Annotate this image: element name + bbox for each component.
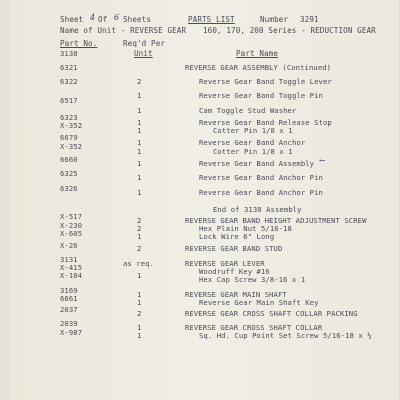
part-number: 3138: [60, 49, 78, 58]
part-number: 3131: [60, 255, 78, 264]
quantity: 2: [137, 309, 142, 318]
part-number: X-352: [60, 121, 83, 130]
quantity: 1: [137, 290, 142, 299]
part-number: 2039: [60, 319, 78, 328]
sheet-label: Sheet: [60, 15, 84, 24]
part-number: X-605: [60, 229, 83, 238]
col-reqd-line1: Req'd Per: [123, 39, 166, 48]
part-name: Woodruff Key #16: [199, 267, 270, 276]
unit-name: Name of Unit - REVERSE GEAR: [60, 26, 187, 35]
part-name: Reverse Gear Main Shaft Key: [199, 298, 319, 307]
part-name: Reverse Gear Band Assembly: [199, 159, 315, 168]
quantity: 1: [137, 106, 142, 115]
part-number: 6679: [60, 133, 78, 142]
part-number: 6661: [60, 294, 78, 303]
part-name: Reverse Gear Band Toggle Lever: [199, 77, 332, 86]
part-name: Hex Cap Screw 3/8-16 x 1: [199, 275, 306, 284]
part-name: REVERSE GEAR BAND STUD: [185, 244, 283, 253]
col-reqd-line2: Unit: [134, 49, 153, 58]
part-name: Reverse Gear Band Toggle Pin: [199, 91, 323, 100]
part-number: X-352: [60, 142, 83, 151]
part-number: 6322: [60, 77, 78, 86]
part-number: X-26: [60, 241, 78, 250]
quantity: as req.: [123, 259, 154, 268]
quantity: 1: [137, 331, 142, 340]
unit-detail: 160, 170, 200 Series - REDUCTION GEAR: [203, 26, 376, 35]
quantity: 1: [137, 188, 142, 197]
part-number: X-230: [60, 221, 83, 230]
part-name: REVERSE GEAR MAIN SHAFT: [185, 290, 287, 299]
part-name: Reverse Gear Band Release Stop: [199, 118, 332, 127]
col-part-name: Part Name: [236, 49, 279, 58]
sheet-total: 6: [114, 13, 120, 22]
section-end-note: End of 3138 Assembly: [213, 205, 302, 214]
quantity: 2: [137, 77, 142, 86]
quantity: 1: [137, 159, 142, 168]
quantity: 1: [137, 323, 142, 332]
part-name: REVERSE GEAR CROSS SHAFT COLLAR PACKING: [185, 309, 358, 318]
quantity: 1: [137, 126, 142, 135]
part-name: REVERSE GEAR BAND HEIGHT ADJUSTMENT SCREW: [185, 216, 367, 225]
part-name: Reverse Gear Band Anchor Pin: [199, 188, 323, 197]
part-number: X-415: [60, 263, 83, 272]
part-name: Sq. Hd. Cup Point Set Screw 5/16-18 x ½: [199, 331, 372, 340]
part-number: 6660: [60, 155, 78, 164]
parts-list-page: [10, 0, 398, 400]
quantity: 1: [137, 298, 142, 307]
part-number: X-104: [60, 271, 83, 280]
part-number: X-517: [60, 212, 83, 221]
part-number: 6517: [60, 96, 78, 105]
quantity: 1: [137, 138, 142, 147]
part-name: REVERSE GEAR ASSEMBLY (Continued): [185, 63, 332, 72]
part-name: Cotter Pin 1/8 x 1: [213, 126, 293, 135]
quantity: 1: [137, 232, 142, 241]
quantity: 1: [137, 91, 142, 100]
document-title: PARTS LIST: [188, 15, 235, 24]
quantity: 1: [137, 271, 142, 280]
quantity: 2: [137, 224, 142, 233]
quantity: 2: [137, 244, 142, 253]
sheets-label: Sheets: [123, 15, 152, 24]
part-number: 3169: [60, 286, 78, 295]
part-number: 2037: [60, 305, 78, 314]
part-name: REVERSE GEAR CROSS SHAFT COLLAR: [185, 323, 323, 332]
part-number: 6321: [60, 63, 78, 72]
part-name: Reverse Gear Band Anchor: [199, 138, 306, 147]
quantity: 1: [137, 147, 142, 156]
part-name: Reverse Gear Band Anchor Pin: [199, 173, 323, 182]
document-number: 3291: [300, 15, 319, 24]
check-mark-icon: ←: [319, 156, 326, 165]
number-label: Number: [260, 15, 289, 24]
sheet-number: 4: [90, 13, 96, 22]
part-name: Cotter Pin 1/8 x 1: [213, 147, 293, 156]
quantity: 2: [137, 216, 142, 225]
col-part-no: Part No.: [60, 39, 98, 48]
part-number: 6326: [60, 184, 78, 193]
of-label: Of: [98, 15, 108, 24]
part-number: X-987: [60, 328, 83, 337]
part-number: 6323: [60, 113, 78, 122]
quantity: 1: [137, 118, 142, 127]
part-name: Lock Wire 6" Long: [199, 232, 275, 241]
part-name: Hex Plain Nut 5/16-18: [199, 224, 292, 233]
part-name: REVERSE GEAR LEVER: [185, 259, 265, 268]
part-number: 6325: [60, 169, 78, 178]
part-name: Cam Toggle Stud Washer: [199, 106, 297, 115]
quantity: 1: [137, 173, 142, 182]
